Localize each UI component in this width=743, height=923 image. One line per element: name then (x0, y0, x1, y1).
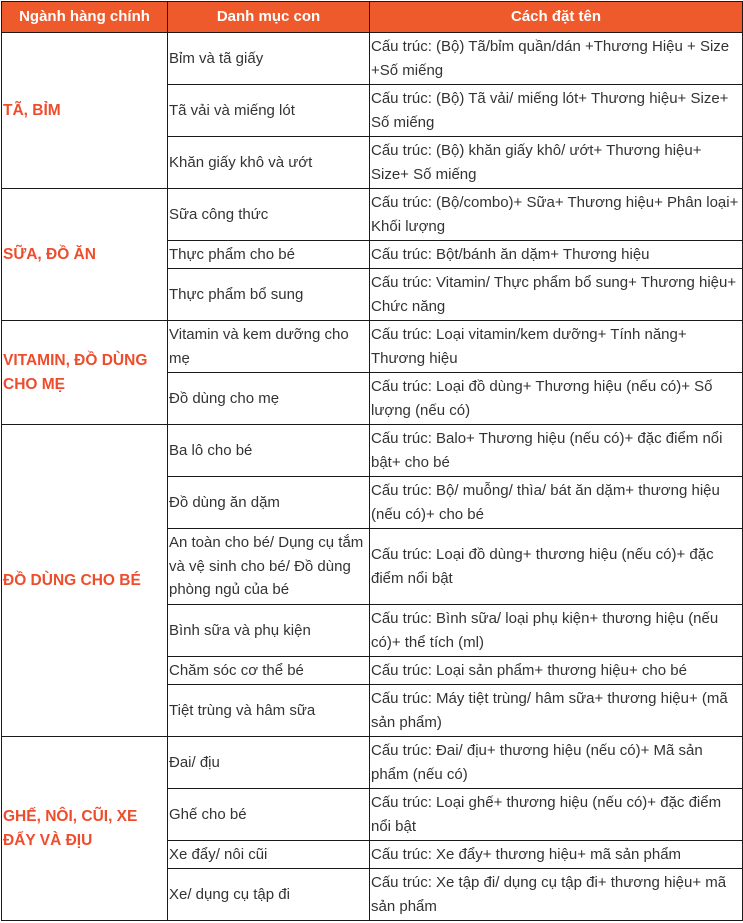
main-category-cell: ĐỒ DÙNG CHO BÉ (2, 425, 168, 737)
subcategory-cell: Vitamin và kem dưỡng cho mẹ (168, 321, 370, 373)
table-body (2, 33, 743, 921)
naming-rule-cell: Cấu trúc: Vitamin/ Thực phẩm bổ sung+ Thương hiệu+ Chức năng (370, 269, 743, 321)
table-row (2, 425, 743, 477)
naming-rule-cell: Cấu trúc: (Bộ/combo)+ Sữa+ Thương hiệu+ Phân loại+ Khối lượng (370, 189, 743, 241)
naming-rule-cell: Cấu trúc: Bộ/ muỗng/ thìa/ bát ăn dặm+ thương hiệu (nếu có)+ cho bé (370, 477, 743, 529)
naming-rule-cell: Cấu trúc: Bột/bánh ăn dặm+ Thương hiệu (370, 241, 743, 269)
table-row (2, 321, 743, 373)
subcategory-cell: Xe/ dụng cụ tập đi (168, 869, 370, 921)
header-subcategory: Danh mục con (168, 2, 370, 33)
subcategory-cell: Thực phẩm bổ sung (168, 269, 370, 321)
subcategory-cell: Chăm sóc cơ thể bé (168, 657, 370, 685)
naming-rule-cell: Cấu trúc: Loại vitamin/kem dưỡng+ Tính năng+ Thương hiệu (370, 321, 743, 373)
naming-rule-cell: Cấu trúc: Bình sữa/ loại phụ kiện+ thương hiệu (nếu có)+ thể tích (ml) (370, 605, 743, 657)
naming-rule-cell: Cấu trúc: (Bộ) Tã vải/ miếng lót+ Thương hiệu+ Size+ Số miếng (370, 85, 743, 137)
table-row (2, 33, 743, 85)
subcategory-cell: Tiệt trùng và hâm sữa (168, 685, 370, 737)
naming-rule-cell: Cấu trúc: Xe tập đi/ dụng cụ tập đi+ thương hiệu+ mã sản phẩm (370, 869, 743, 921)
header-naming-rule: Cách đặt tên (370, 2, 743, 33)
subcategory-cell: Tã vải và miếng lót (168, 85, 370, 137)
subcategory-cell: An toàn cho bé/ Dụng cụ tắm và vệ sinh cho bé/ Đồ dùng phòng ngủ của bé (168, 529, 370, 605)
naming-table (1, 1, 743, 921)
main-category-cell: GHẾ, NÔI, CŨI, XE ĐẨY VÀ ĐỊU (2, 737, 168, 921)
header-main-category: Ngành hàng chính (2, 2, 168, 33)
naming-rule-cell: Cấu trúc: Máy tiệt trùng/ hâm sữa+ thương hiệu+ (mã sản phẩm) (370, 685, 743, 737)
main-category-cell: VITAMIN, ĐỒ DÙNG CHO MẸ (2, 321, 168, 425)
naming-rule-cell: Cấu trúc: (Bộ) Tã/bỉm quần/dán +Thương Hiệu + Size +Số miếng (370, 33, 743, 85)
subcategory-cell: Ghế cho bé (168, 789, 370, 841)
naming-rule-cell: Cấu trúc: (Bộ) khăn giấy khô/ ướt+ Thương hiệu+ Size+ Số miếng (370, 137, 743, 189)
subcategory-cell: Đai/ địu (168, 737, 370, 789)
naming-rule-cell: Cấu trúc: Loại đồ dùng+ thương hiệu (nếu có)+ đặc điểm nổi bật (370, 529, 743, 605)
subcategory-cell: Sữa công thức (168, 189, 370, 241)
subcategory-cell: Xe đẩy/ nôi cũi (168, 841, 370, 869)
table-row (2, 737, 743, 789)
naming-rule-cell: Cấu trúc: Loại sản phẩm+ thương hiệu+ cho bé (370, 657, 743, 685)
header-row (2, 2, 743, 33)
table-row (2, 189, 743, 241)
subcategory-cell: Bình sữa và phụ kiện (168, 605, 370, 657)
naming-rule-cell: Cấu trúc: Loại ghế+ thương hiệu (nếu có)+ đặc điểm nổi bật (370, 789, 743, 841)
naming-rule-cell: Cấu trúc: Xe đẩy+ thương hiệu+ mã sản phẩm (370, 841, 743, 869)
naming-rule-cell: Cấu trúc: Balo+ Thương hiệu (nếu có)+ đặc điểm nổi bật+ cho bé (370, 425, 743, 477)
subcategory-cell: Đồ dùng ăn dặm (168, 477, 370, 529)
main-category-cell: SỮA, ĐỒ ĂN (2, 189, 168, 321)
naming-rule-cell: Cấu trúc: Đai/ địu+ thương hiệu (nếu có)+ Mã sản phẩm (nếu có) (370, 737, 743, 789)
subcategory-cell: Ba lô cho bé (168, 425, 370, 477)
naming-rule-cell: Cấu trúc: Loại đồ dùng+ Thương hiệu (nếu có)+ Số lượng (nếu có) (370, 373, 743, 425)
subcategory-cell: Thực phẩm cho bé (168, 241, 370, 269)
subcategory-cell: Khăn giấy khô và ướt (168, 137, 370, 189)
subcategory-cell: Bỉm và tã giấy (168, 33, 370, 85)
subcategory-cell: Đồ dùng cho mẹ (168, 373, 370, 425)
main-category-cell: TÃ, BỈM (2, 33, 168, 189)
